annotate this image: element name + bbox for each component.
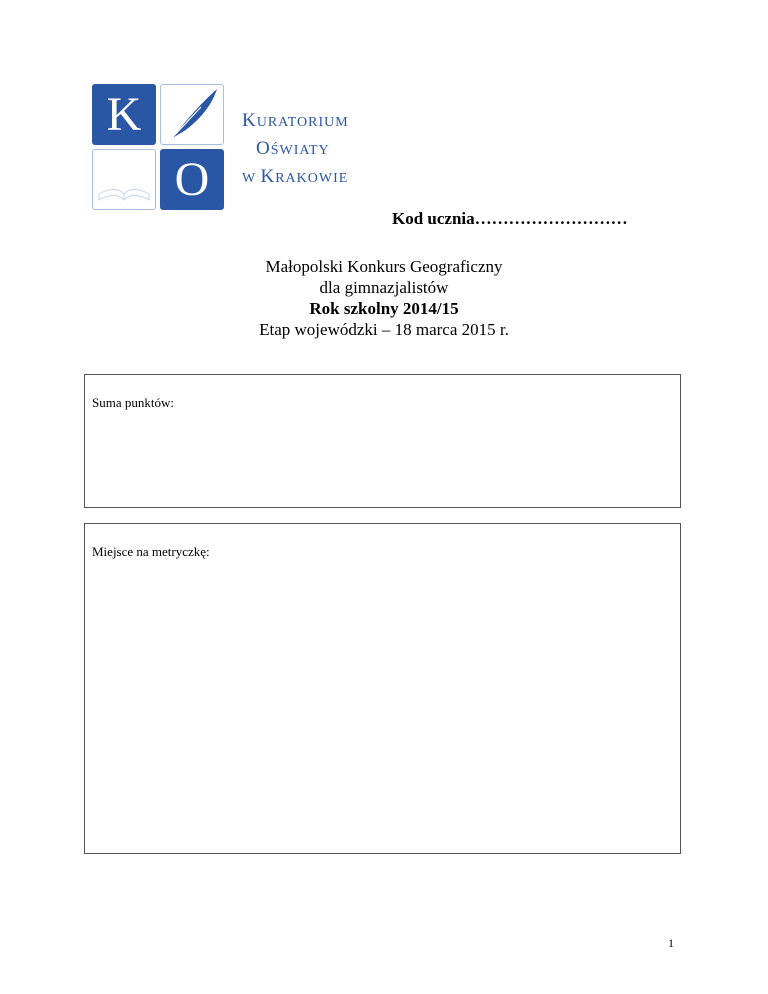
competition-header xyxy=(200,256,568,340)
logo-letter-k: K xyxy=(106,88,142,141)
open-book-icon xyxy=(92,149,156,210)
open-book-icon-svg xyxy=(93,150,155,209)
score-box xyxy=(84,374,681,508)
logo-wordmark xyxy=(242,108,382,192)
logo-line-2: OŚWIATY xyxy=(256,138,330,159)
logo-letter-o: O xyxy=(174,153,210,206)
competition-audience: dla gimnazjalistów xyxy=(319,278,449,297)
logo-tile-k xyxy=(92,84,156,145)
metric-box xyxy=(84,523,681,854)
logo-line-3: W KRAKOWIE xyxy=(242,166,349,187)
logo-tile-o xyxy=(160,149,224,210)
school-year: Rok szkolny 2014/15 xyxy=(309,299,459,318)
metric-label: Miejsce na metryczkę: xyxy=(92,544,210,559)
page-number: 1 xyxy=(668,936,674,950)
competition-stage-date: Etap wojewódzki – 18 marca 2015 r. xyxy=(259,320,509,339)
logo-line-1: KURATORIUM xyxy=(242,110,349,131)
student-code-field: Kod ucznia……………………… xyxy=(392,209,628,228)
feather-icon-svg xyxy=(161,85,223,144)
kuratorium-logo xyxy=(92,84,382,212)
feather-icon xyxy=(160,84,224,145)
competition-title: Małopolski Konkurs Geograficzny xyxy=(265,257,503,276)
score-label: Suma punktów: xyxy=(92,395,174,410)
